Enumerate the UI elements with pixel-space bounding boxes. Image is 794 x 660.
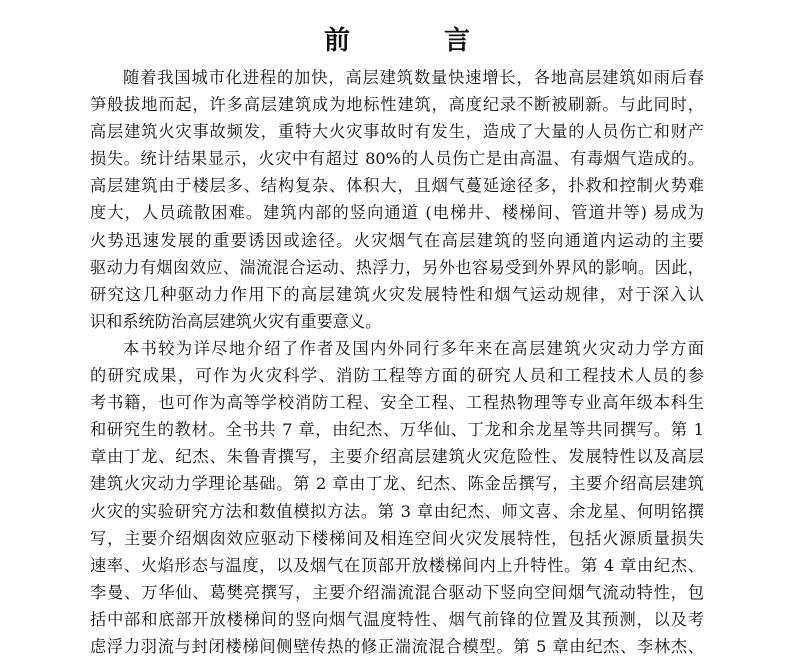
page-title: 前 言 [323,26,504,57]
text-line: 高层建筑火灾事故频发，重特大火灾事故时有发生，造成了大量的人员伤亡和财产 [90,122,704,142]
text-line: 识和系统防治高层建筑火灾有重要意义。 [90,311,382,331]
text-line: 建筑火灾动力学理论基础。第 2 章由丁龙、纪杰、陈金岳撰写，主要介绍高层建筑 [90,474,704,494]
text-line: 章由丁龙、纪杰、朱鲁青撰写，主要介绍高层建筑火灾危险性、发展特性以及高层 [90,447,704,467]
text-line: 研究这几种驱动力作用下的高层建筑火灾发展特性和烟气运动规律，对于深入认 [90,284,704,304]
text-line: 随着我国城市化进程的加快，高层建筑数量快速增长，各地高层建筑如雨后春 [123,68,704,87]
preface-body [90,64,704,660]
text-line: 写，主要介绍烟囱效应驱动下楼梯间及相连空间火灾发展特性，包括火源质量损失 [90,528,704,548]
text-line: 本书较为详尽地介绍了作者及国内外同行多年来在高层建筑火灾动力学方面 [123,338,704,358]
text-line: 损失。统计结果显示，火灾中有超过 80%的人员伤亡是由高温、有毒烟气造成的。 [90,149,704,169]
text-line: 火势迅速发展的重要诱因或途径。火灾烟气在高层建筑的竖向通道内运动的主要 [90,230,704,250]
text-line: 高层建筑由于楼层多、结构复杂、体积大，且烟气蔓延途径多，扑救和控制火势难 [90,176,704,196]
text-line: 括中部和底部开放楼梯间的竖向烟气温度特性、烟气前锋的位置及其预测，以及考 [90,609,704,629]
text-line: 虑浮力羽流与封闭楼梯间侧壁传热的修正湍流混合模型。第 5 章由纪杰、李林杰、 [90,636,704,656]
text-line: 考书籍，也可作为高等学校消防工程、安全工程、工程热物理等专业高年级本科生 [90,393,704,413]
text-line: 和研究生的教材。全书共 7 章，由纪杰、万华仙、丁龙和余龙星等共同撰写。第 1 [90,420,704,440]
text-line: 驱动力有烟囱效应、湍流混合运动、热浮力，另外也容易受到外界风的影响。因此， [90,257,704,277]
text-line: 速率、火焰形态与温度，以及烟气在顶部开放楼梯间内上升特性。第 4 章由纪杰、 [90,555,704,575]
text-line: 李曼、万华仙、葛樊亮撰写，主要介绍湍流混合驱动下竖向空间烟气流动特性，包 [90,582,704,602]
text-line: 火灾的实验研究方法和数值模拟方法。第 3 章由纪杰、师文喜、余龙星、何明铭撰 [90,501,704,521]
text-line: 的研究成果，可作为火灾科学、消防工程等方面的研究人员和工程技术人员的参 [90,366,704,386]
text-line: 笋般拔地而起，许多高层建筑成为地标性建筑，高度纪录不断被刷新。与此同时， [90,95,704,115]
text-line: 度大，人员疏散困难。建筑内部的竖向通道 (电梯井、楼梯间、管道井等) 易成为 [90,203,704,223]
